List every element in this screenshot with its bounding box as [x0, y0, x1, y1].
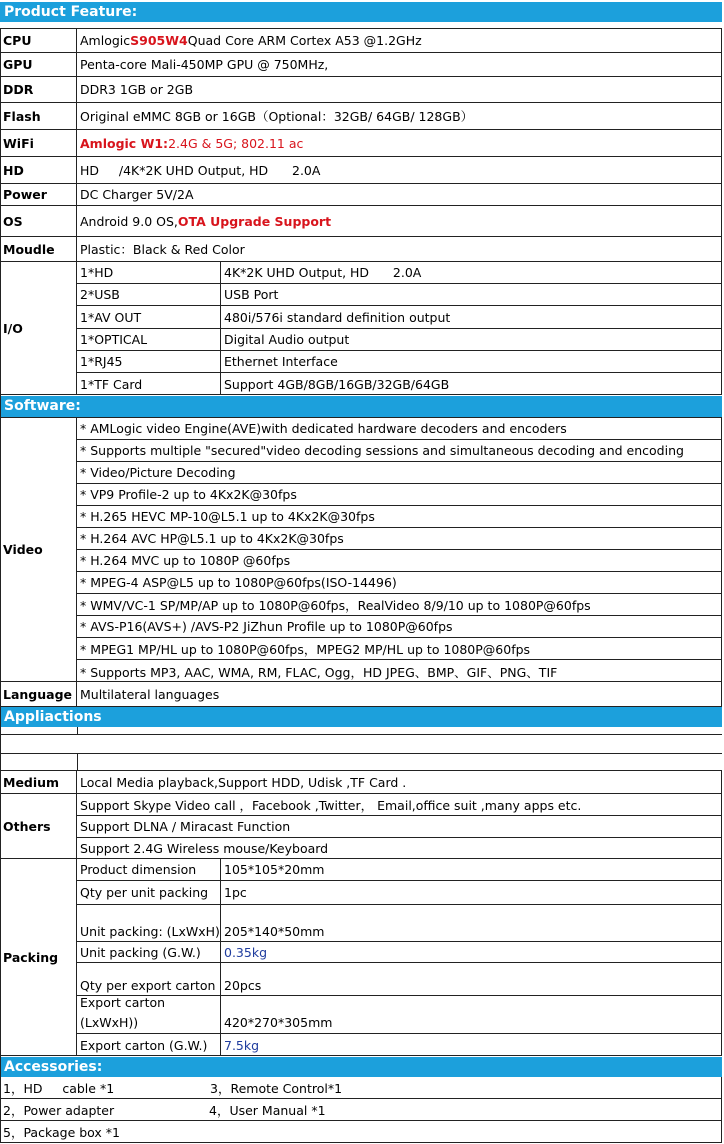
video-feature: * VP9 Profile-2 up to 4Kx2K@30fps — [77, 484, 722, 506]
spec-label: OS — [0, 206, 77, 236]
spec-label: Medium — [0, 771, 77, 793]
spec-label: GPU — [0, 53, 77, 76]
others-item: Support DLNA / Miracast Function — [77, 816, 722, 838]
spec-row-moudle — [0, 237, 722, 262]
others-item: Support 2.4G Wireless mouse/Keyboard — [77, 838, 722, 859]
accessory-item: 3，Remote Control*1 — [210, 1080, 343, 1096]
spec-value: Multilateral languages — [77, 682, 722, 706]
packing-row: Export carton (G.W.) 7.5kg — [77, 1034, 722, 1056]
packing-row: Unit packing: (LxWxH) 205*140*50mm — [77, 905, 722, 942]
others-group — [0, 794, 722, 859]
spec-row-wifi — [0, 130, 722, 157]
chip-name: S905W4 — [130, 33, 188, 48]
spec-value: DC Charger 5V/2A — [77, 184, 722, 205]
spec-row-language — [0, 682, 722, 707]
video-feature: * MPEG1 MP/HL up to 1080P@60fps，MPEG2 MP/HL up to 1080P@60fps — [77, 638, 722, 660]
io-group — [0, 262, 722, 395]
io-row: 2*USB USB Port — [77, 284, 722, 306]
spec-label: Others — [0, 794, 77, 858]
section-header-accessories: Accessories: — [0, 1057, 722, 1077]
spec-label: CPU — [0, 29, 77, 52]
accessory-row — [0, 1077, 722, 1099]
io-row: 1*TF Card Support 4GB/8GB/16GB/32GB/64GB — [77, 373, 722, 395]
accessory-row — [0, 1121, 722, 1143]
spec-label: WiFi — [0, 130, 77, 156]
accessory-row — [0, 1099, 722, 1121]
spec-value: Android 9.0 OS, OTA Upgrade Support — [77, 206, 722, 236]
spec-row-medium — [0, 771, 722, 794]
spec-label: HD — [0, 157, 77, 183]
video-feature: * H.265 HEVC MP-10@L5.1 up to 4Kx2K@30fps — [77, 506, 722, 528]
accessory-item: 2，Power adapter — [3, 1102, 115, 1118]
others-item: Support Skype Video call ，Facebook ,Twitter， Email,office suit ,many apps etc. — [77, 794, 722, 816]
spec-row-cpu — [0, 28, 722, 53]
spec-label: DDR — [0, 77, 77, 102]
spec-value: Original eMMC 8GB or 16GB（Optional：32GB/ 64GB/ 128GB） — [77, 103, 722, 129]
spec-row-flash — [0, 103, 722, 130]
video-feature: * H.264 MVC up to 1080P @60fps — [77, 550, 722, 572]
video-feature: * Supports MP3, AAC, WMA, RM, FLAC, Ogg，HD JPEG、BMP、GIF、PNG、TIF — [77, 660, 722, 683]
spec-label: Packing — [0, 859, 77, 1055]
accessory-item: 5，Package box *1 — [3, 1124, 121, 1140]
section-header-software: Software: — [0, 396, 722, 417]
video-feature: * MPEG-4 ASP@L5 up to 1080P@60fps(ISO-14496) — [77, 572, 722, 594]
spec-value: Amlogic S905W4 Quad Core ARM Cortex A53 @1.2GHz — [77, 29, 722, 52]
weight-value: 7.5kg — [224, 1037, 260, 1053]
video-feature: * WMV/VC-1 SP/MP/AP up to 1080P@60fps，RealVideo 8/9/10 up to 1080P@60fps — [77, 594, 722, 616]
spec-label: Power — [0, 184, 77, 205]
video-group — [0, 417, 722, 682]
video-feature: * Video/Picture Decoding — [77, 462, 722, 484]
packing-row: Qty per unit packing 1pc — [77, 881, 722, 905]
packing-row: Product dimension 105*105*20mm — [77, 859, 722, 881]
io-row: 1*RJ45 Ethernet Interface — [77, 351, 722, 373]
spec-value: DDR3 1GB or 2GB — [77, 77, 722, 102]
spec-value: Plastic：Black & Red Color — [77, 237, 722, 261]
packing-row: Qty per export carton 20pcs — [77, 963, 722, 996]
video-feature: * H.264 AVC HP@L5.1 up to 4Kx2K@30fps — [77, 528, 722, 550]
spec-label: Language — [0, 682, 77, 706]
accessory-item: 1，HD cable *1 — [3, 1080, 115, 1096]
spec-row-hd — [0, 157, 722, 184]
weight-value: 0.35kg — [224, 944, 268, 960]
clipped-row — [0, 727, 722, 735]
io-row: 1*OPTICAL Digital Audio output — [77, 329, 722, 351]
video-feature: * AVS-P16(AVS+) /AVS-P2 JiZhun Profile up to 1080P@60fps — [77, 616, 722, 638]
accessory-item: 4，User Manual *1 — [209, 1102, 326, 1118]
spec-label: Flash — [0, 103, 77, 129]
clipped-row — [0, 753, 722, 771]
table-left-border — [0, 28, 1, 1143]
spec-label: I/O — [0, 262, 77, 394]
spec-row-gpu — [0, 53, 722, 77]
packing-row: Export carton (LxWxH)) 420*270*305mm — [77, 996, 722, 1034]
packing-row: Unit packing (G.W.) 0.35kg — [77, 942, 722, 963]
spec-value: Penta-core Mali-450MP GPU @ 750MHz, — [77, 53, 722, 76]
section-header-product-feature: Product Feature: — [0, 2, 722, 22]
spec-row-os — [0, 206, 722, 237]
spec-label: Moudle — [0, 237, 77, 261]
video-feature: * AMLogic video Engine(AVE)with dedicated hardware decoders and encoders — [77, 418, 722, 440]
spec-row-power — [0, 184, 722, 206]
io-row: 1*HD 4K*2K UHD Output, HD 2.0A — [77, 262, 722, 284]
spec-value: HD /4K*2K UHD Output, HD 2.0A — [77, 157, 722, 183]
section-header-applications: Appliactions — [0, 707, 722, 727]
io-row: 1*AV OUT 480i/576i standard definition output — [77, 306, 722, 329]
spec-value: Amlogic W1: 2.4G & 5G; 802.11 ac — [77, 130, 722, 156]
blank-row — [0, 735, 722, 753]
video-feature: * Supports multiple "secured"video decoding sessions and simultaneous decoding and encoding — [77, 440, 722, 462]
spec-value: Local Media playback,Support HDD, Udisk ,TF Card . — [77, 771, 722, 793]
spec-row-ddr — [0, 77, 722, 103]
packing-group — [0, 859, 722, 1056]
spec-label: Video — [0, 418, 77, 681]
